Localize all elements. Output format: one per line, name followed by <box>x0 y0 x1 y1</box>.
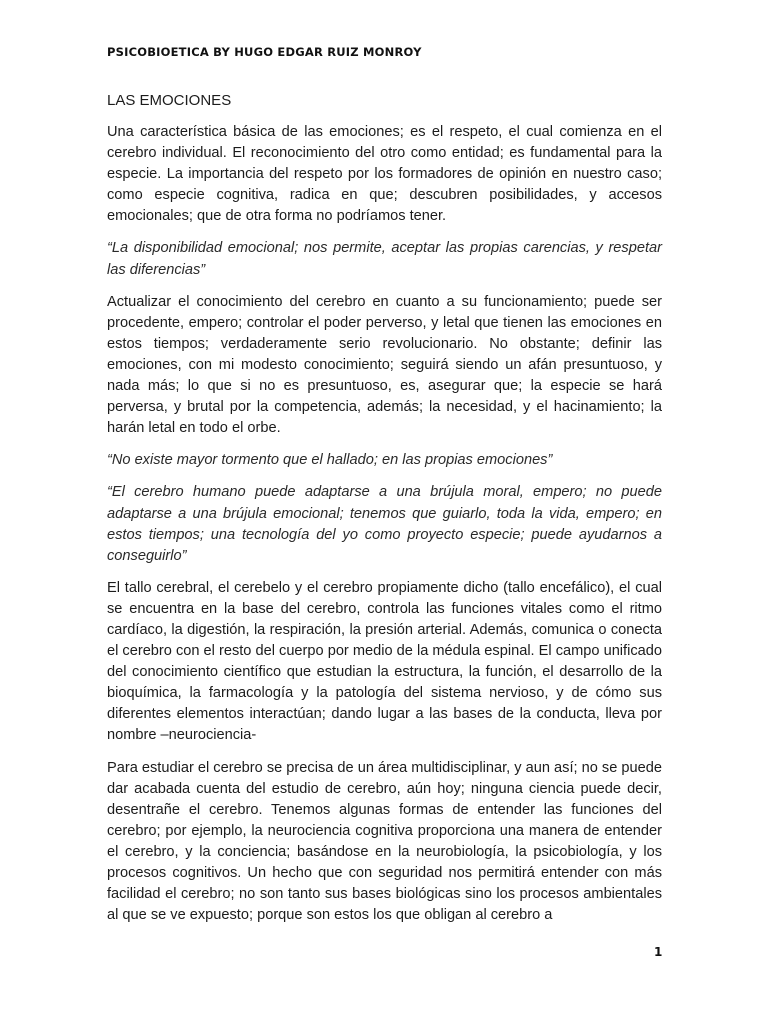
page-number: 1 <box>654 945 663 959</box>
section-title: LAS EMOCIONES <box>107 92 232 109</box>
paragraph-1: Una característica básica de las emociones; es el respeto, el cual comienza en el cerebro individual. El reconocimiento del otro como entidad; es fundamental para la especie. La importancia del respeto por los formadores de opinión en nuestro caso; como especie cognitiva, radica en que; descubren posibilidades, y accesos emocionales; que de otra forma no podríamos tener. <box>107 124 662 225</box>
quote-1: “La disponibilidad emocional; nos permite, aceptar las propias carencias, y respetar las diferencias” <box>107 240 662 278</box>
paragraph-2: Actualizar el conocimiento del cerebro en cuanto a su funcionamiento; puede ser procedente, empero; controlar el poder perverso, y letal que tienen las emociones en estos tiempos; verdaderamente serio revolucionario. No obstante; definir las emociones, con mi modesto conocimiento; seguirá siendo un afán presuntuoso, y nada más; lo que si no es presuntuoso, es, asegurar que; la especie se hará perversa, y brutal por la competencia, además; la necesidad, y el hacinamiento; la harán letal en todo el orbe. <box>107 293 662 437</box>
quote-2: “No existe mayor tormento que el hallado; en las propias emociones” <box>107 452 553 469</box>
running-header: PSICOBIOETICA BY HUGO EDGAR RUIZ MONROY <box>107 45 422 59</box>
paragraph-3: El tallo cerebral, el cerebelo y el cerebro propiamente dicho (tallo encefálico), el cual se encuentra en la base del cerebro, controla las funciones vitales como el ritmo cardíaco, la digestión, la respiración, la presión arterial. Además, comunica o conecta el cerebro con el resto del cuerpo por medio de la médula espinal. El campo unificado del conocimiento científico que estudian la estructura, la función, el desarrollo de la bioquímica, la farmacología y la patología del sistema nervioso, y de cómo sus diferentes elementos interactúan; dando lugar a las bases de la conducta, lleva por nombre –neurociencia- <box>107 579 662 744</box>
document-body <box>107 90 662 937</box>
paragraph-4: Para estudiar el cerebro se precisa de un área multidisciplinar, y aun así; no se puede dar acabada cuenta del estudio de cerebro, aún hoy; ninguna ciencia puede decir, desentrañe el cerebro. Tenemos algunas formas de entender las funciones del cerebro; por ejemplo, la neurociencia cognitiva proporciona una manera de entender el cerebro, y la conciencia; basándose en la neurobiología, la psicobiología, y los procesos cognitivos. Un hecho que con seguridad nos permitirá entender con más facilidad el cerebro; no son tanto sus bases biológicas sino los procesos ambientales al que se ve expuesto; porque son estos los que obligan al cerebro a <box>107 759 662 924</box>
quote-3: “El cerebro humano puede adaptarse a una brújula moral, empero; no puede adaptarse a una brújula emocional; tenemos que guiarlo, toda la vida, empero; en estos tiempos; una tecnología del yo como proyecto especie; puede ayudarnos a conseguirlo” <box>107 484 662 564</box>
